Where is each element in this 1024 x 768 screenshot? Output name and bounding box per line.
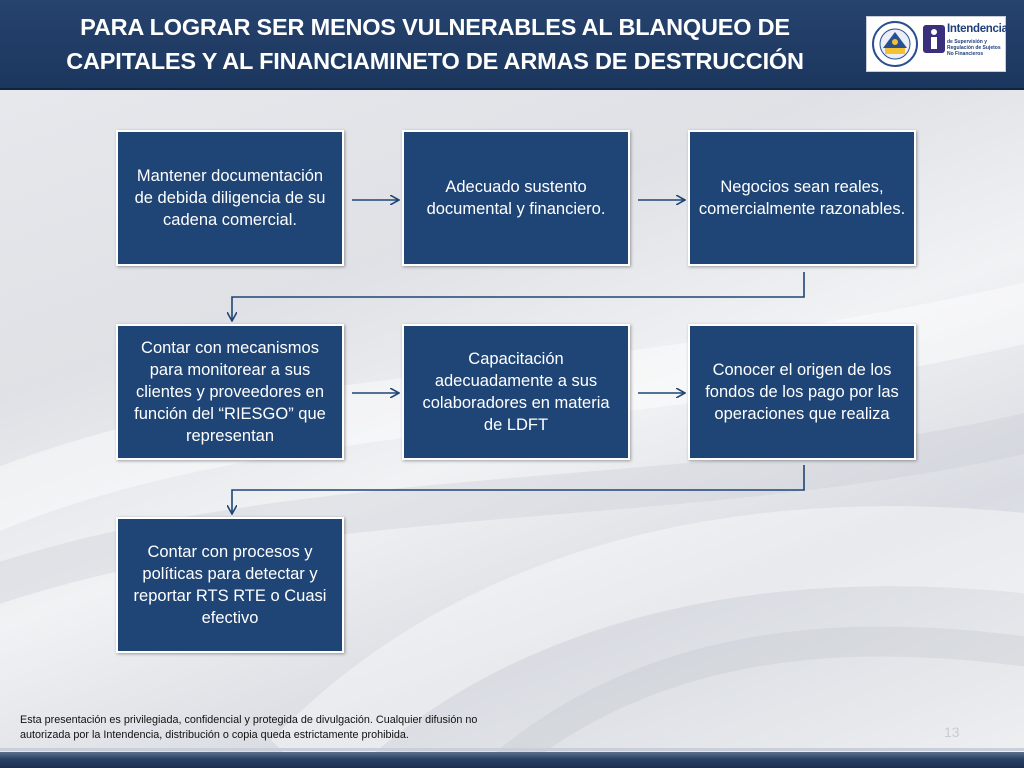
- seal-icon: [871, 20, 919, 68]
- step-box-6: [688, 324, 916, 460]
- title-line-1: PARA LOGRAR SER MENOS VULNERABLES AL BLANQUEO DE: [80, 14, 790, 40]
- step-text-1: Mantener documentación de debida diligencia de su cadena comercial.: [134, 167, 326, 229]
- arrow-3-4: [232, 272, 804, 320]
- step-box-2: [402, 130, 630, 266]
- step-box-4: [116, 324, 344, 460]
- logo-subtitle: de Supervisión y Regulación de Sujetos No Financieros: [947, 39, 1001, 57]
- intendencia-logo: [866, 16, 1006, 72]
- step-text-7: Contar con procesos y políticas para detectar y reportar RTS RTE o Cuasi efectivo: [133, 543, 327, 627]
- step-text-6: Conocer el origen de los fondos de los pago por las operaciones que realiza: [705, 361, 899, 423]
- step-box-3: [688, 130, 916, 266]
- slide-title: [30, 10, 840, 78]
- info-i-icon: [923, 25, 945, 53]
- logo-name: Intendencia: [947, 23, 1008, 35]
- step-text-5: Capacitación adecuadamente a sus colaboradores en materia de LDFT: [422, 350, 610, 434]
- disclaimer-line-2: autorizada por la Intendencia, distribución o copia queda estrictamente prohibida.: [20, 729, 409, 741]
- footer-divider: [0, 748, 1024, 751]
- disclaimer-line-1: Esta presentación es privilegiada, confidencial y protegida de divulgación. Cualquier difusión no: [20, 714, 478, 726]
- arrow-6-7: [232, 465, 804, 513]
- page-number: 13: [944, 724, 960, 740]
- step-box-5: [402, 324, 630, 460]
- step-box-7: [116, 517, 344, 653]
- step-text-3: Negocios sean reales, comercialmente razonables.: [698, 178, 906, 218]
- header-bar: [0, 0, 1024, 90]
- step-text-4: Contar con mecanismos para monitorear a sus clientes y proveedores en función del “RIESGO” que representan: [134, 339, 326, 445]
- footer-bar: [0, 752, 1024, 768]
- title-line-2: CAPITALES Y AL FINANCIAMINETO DE ARMAS DE DESTRUCCIÓN: [66, 48, 804, 74]
- step-text-2: Adecuado sustento documental y financiero.: [426, 178, 606, 218]
- confidentiality-disclaimer: [20, 713, 580, 743]
- step-box-1: [116, 130, 344, 266]
